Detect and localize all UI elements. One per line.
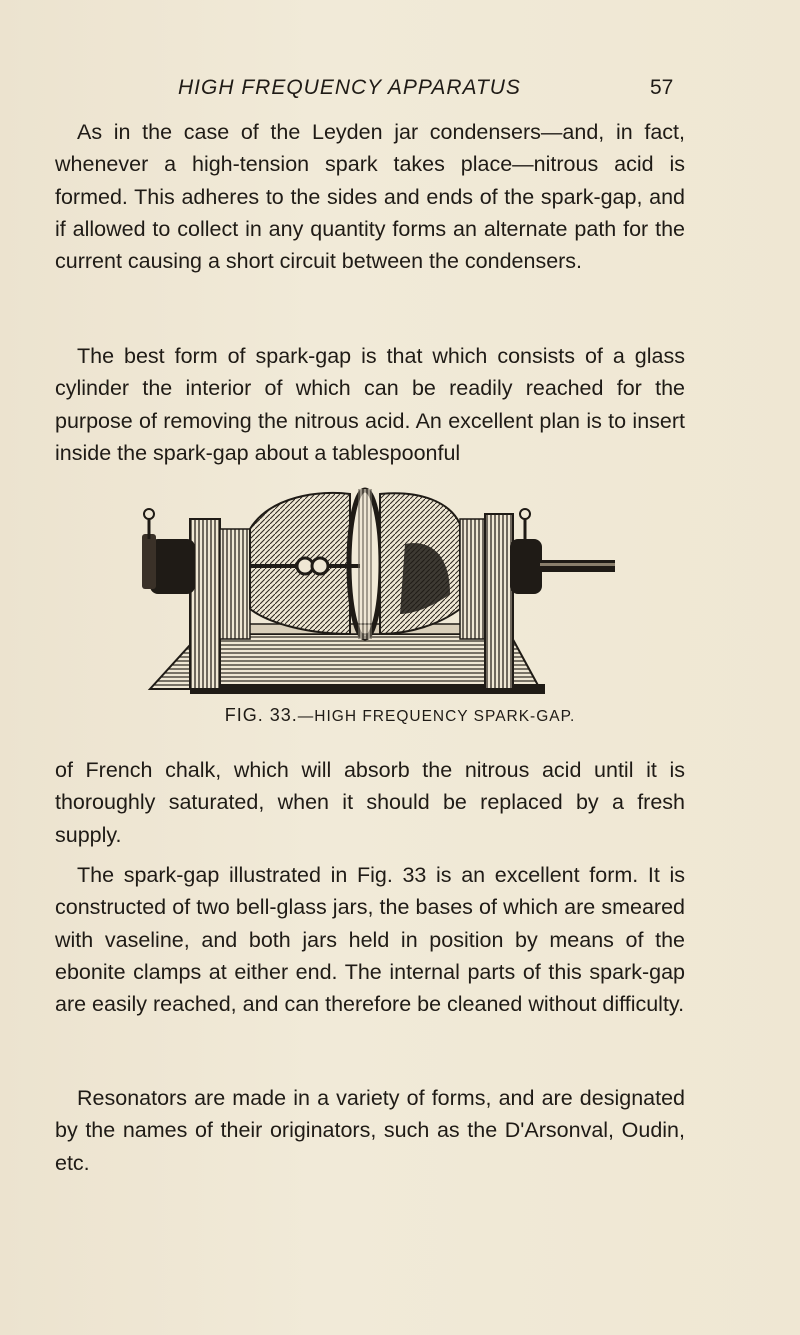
figure-caption-text: —HIGH FREQUENCY SPARK-GAP. bbox=[297, 708, 576, 725]
page-number: 57 bbox=[650, 76, 674, 99]
paragraph-resonators: Resonators are made in a variety of forms, and are designated by the names of their originators, such as the D'Arsonval, Oudin, etc. bbox=[55, 1086, 685, 1175]
spark-gap-illustration bbox=[130, 484, 620, 699]
paragraph-french-chalk: of French chalk, which will absorb the nitrous acid until it is thoroughly saturated, when it should be replaced by a fresh supply. bbox=[55, 758, 685, 847]
paragraph-best-form: The best form of spark-gap is that which consists of a glass cylinder the interior of which can be readily reached for the purpose of removing the nitrous acid. An excellent plan is to insert inside the spark-gap about a tablespoonful bbox=[55, 344, 685, 465]
figure-number: FIG. 33. bbox=[224, 705, 298, 725]
paragraph-nitrous-acid: As in the case of the Leyden jar condensers—and, in fact, whenever a high-tension spark takes place—nitrous acid is formed. This adheres to the sides and ends of the spark-gap, and if allowed to collect in any quantity forms an alternate path for the current causing a short circuit between the condensers. bbox=[55, 120, 685, 274]
running-header bbox=[0, 76, 800, 106]
paragraph-fig33-description: The spark-gap illustrated in Fig. 33 is an excellent form. It is constructed of two bell-glass jars, the bases of which are smeared with vaseline, and both jars held in position by means of the ebonite clamps at either end. The internal parts of this spark-gap are easily reached, and can therefore be cleaned without difficulty. bbox=[55, 863, 685, 1017]
running-head-title: HIGH FREQUENCY APPARATUS bbox=[178, 76, 521, 99]
figure-caption bbox=[0, 705, 800, 726]
